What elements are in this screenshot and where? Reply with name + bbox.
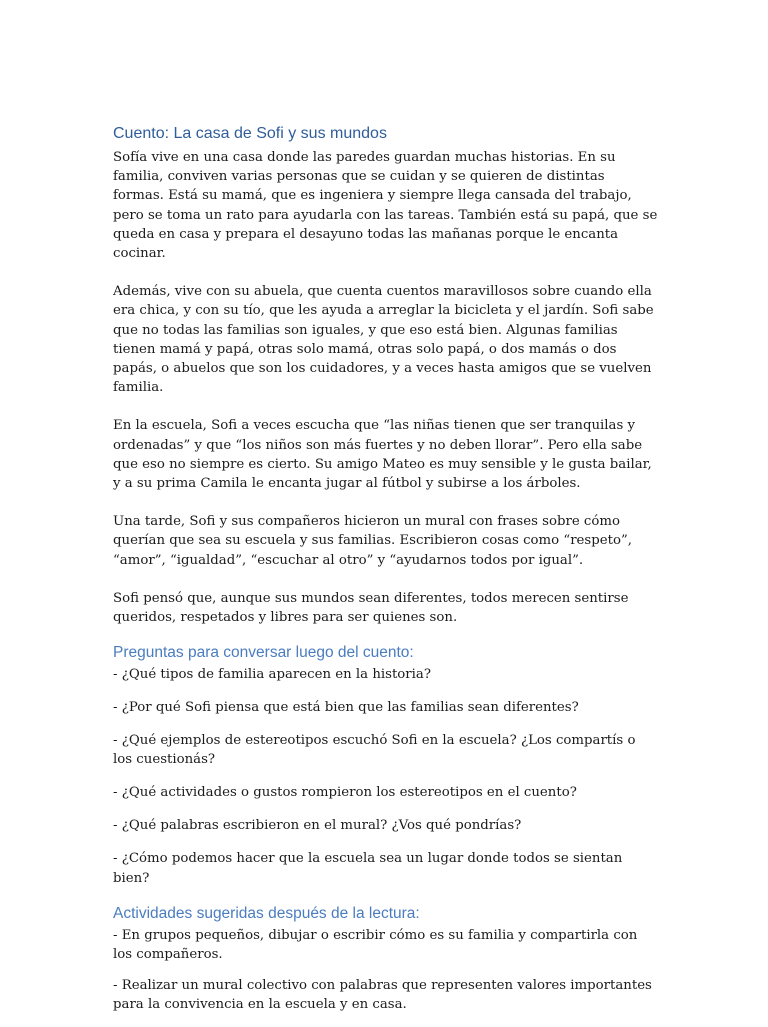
story-paragraph: Sofía vive en una casa donde las paredes guardan muchas historias. En su familia, conviven varias personas que se cuidan y se quieren de distintas formas. Está su mamá, que es ingeniera y siempre llega cansada del trabajo, pero se toma un rato para ayudarla con las tareas. También está su papá, que se queda en casa y prepara el desayuno todas las mañanas porque le encanta cocinar. xyxy=(113,150,658,262)
story-body xyxy=(113,148,658,627)
activities-heading: Actividades sugeridas después de la lectura: xyxy=(113,904,420,922)
activity-item: - Realizar un mural colectivo con palabras que representen valores importantes para la convivencia en la escuela y en casa. xyxy=(113,978,652,1013)
story-paragraph: Una tarde, Sofi y sus compañeros hicieron un mural con frases sobre cómo querían que sea su escuela y sus familias. Escribieron cosas como “respeto”, “amor”, “igualdad”, “escuchar al otro” y “ayudarnos todos por igual”. xyxy=(113,514,633,568)
document-title: Cuento: La casa de Sofi y sus mundos xyxy=(113,125,387,142)
story-paragraph: En la escuela, Sofi a veces escucha que “las niñas tienen que ser tranquilas y ordenadas” y que “los niños son más fuertes y no deben llorar”. Pero ella sabe que eso no siempre es cierto. Su amigo Mateo es muy sensible y le gusta bailar, y a su prima Camila le encanta jugar al fútbol y subirse a los árboles. xyxy=(113,418,652,492)
question-item: - ¿Qué actividades o gustos rompieron los estereotipos en el cuento? xyxy=(113,785,577,801)
question-item: - ¿Cómo podemos hacer que la escuela sea un lugar donde todos se sientan bien? xyxy=(113,851,623,886)
activities-list xyxy=(113,926,658,1015)
question-item: - ¿Qué palabras escribieron en el mural? ¿Vos qué pondrías? xyxy=(113,818,522,834)
questions-heading: Preguntas para conversar luego del cuento: xyxy=(113,644,414,662)
story-paragraph: Sofi pensó que, aunque sus mundos sean diferentes, todos merecen sentirse queridos, respetados y libres para ser quienes son. xyxy=(113,590,629,626)
activity-item: - En grupos pequeños, dibujar o escribir cómo es su familia y compartirla con los compañeros. xyxy=(113,927,638,963)
question-item: - ¿Qué ejemplos de estereotipos escuchó Sofi en la escuela? ¿Los compartís o los cuestionás? xyxy=(113,733,636,768)
questions-list xyxy=(113,665,658,888)
document-page xyxy=(113,124,658,1027)
story-paragraph: Además, vive con su abuela, que cuenta cuentos maravillosos sobre cuando ella era chica, y con su tío, que les ayuda a arreglar la bicicleta y el jardín. Sofi sabe que no todas las familias son iguales, y que eso está bien. Algunas familias tienen mamá y papá, otras solo mamá, otras solo papá, o dos mamás o dos papás, o abuelos que son los cuidadores, y a veces hasta amigos que se vuelven familia. xyxy=(113,284,654,396)
question-item: - ¿Qué tipos de familia aparecen en la historia? xyxy=(113,667,431,683)
question-item: - ¿Por qué Sofi piensa que está bien que las familias sean diferentes? xyxy=(113,700,579,716)
